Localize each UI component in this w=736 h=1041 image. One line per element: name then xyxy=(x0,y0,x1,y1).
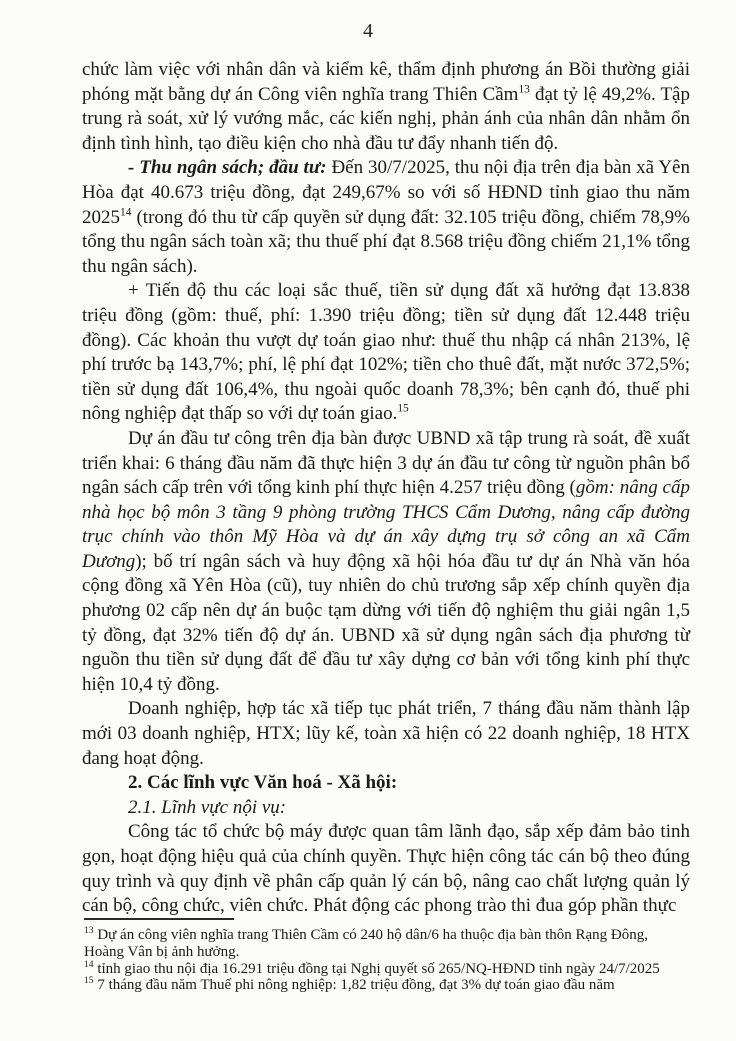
paragraph-thu-ngan-sach-dau-tu xyxy=(82,156,690,279)
text-run: Dự án đầu tư công trên địa bàn được UBND xã tập trung rà soát, đề xuất triển khai: 6 tháng đầu năm đã thực hiện 3 dự án đầu tư công từ nguồn phân bổ ngân sách cấp trên với tổng kinh phí thực hiện 4.257 triệu đồng ( xyxy=(82,427,690,499)
paragraph-boi-thuong-gpmb xyxy=(82,58,690,156)
text-run: Công tác tổ chức bộ máy được quan tâm lãnh đạo, sắp xếp đảm bảo tinh gọn, hoạt động hiệu quả của chính quyền. Thực hiện công tác cán bộ theo đúng quy trình và quy định về phân cấp quản lý cán bộ, nâng cao chất lượng quản lý cán bộ, công chức, viên chức. Phát động các phong trào thi đua góp phần thực xyxy=(82,821,690,917)
footnote-text: tỉnh giao thu nội địa 16.291 triệu đồng tại Nghị quyết số 265/NQ-HĐND tỉnh ngày 24/7/2025 xyxy=(93,960,660,977)
footnote-marker: 13 xyxy=(84,925,94,936)
heading-van-hoa-xa-hoi xyxy=(82,771,690,796)
text-run: 2. Các lĩnh vực Văn hoá - Xã hội: xyxy=(128,772,398,794)
paragraph-cong-tac-to-chuc xyxy=(82,820,690,918)
text-run: - Thu ngân sách; đầu tư: xyxy=(128,157,327,179)
subheading-linh-vuc-noi-vu xyxy=(82,796,690,821)
footnote-reference: 15 xyxy=(397,402,409,415)
footnote-reference: 13 xyxy=(518,83,530,96)
text-run: đạt tỷ lệ 49,2%. Tập trung rà soát, xử lý vướng mắc, các kiến nghị, phản ánh của nhân dân nhằm ổn định tình hình, tạo điều kiện cho nhà đầu tư đẩy nhanh tiến độ. xyxy=(82,83,690,154)
footnote-item xyxy=(84,977,690,994)
text-run: Đến 30/7/2025, thu nội địa trên địa bàn xã Yên Hòa đạt 40.673 triệu đồng, đạt 249,67% so với số HĐND tỉnh giao thu năm 2025 xyxy=(82,157,690,228)
footnote-separator xyxy=(84,918,234,920)
footnote-text: 7 tháng đầu năm Thuế phi nông nghiệp: 1,82 triệu đồng, đạt 3% dự toán giao đầu năm xyxy=(93,977,615,994)
text-run: gồm: nâng cấp nhà học bộ môn 3 tầng 9 phòng trường THCS Cẩm Dương, nâng cấp đường trục chính vào thôn Mỹ Hòa và dự án xây dựng trụ sở công an xã Cẩm Dương xyxy=(82,477,690,572)
text-run: ); bố trí ngân sách và huy động xã hội hóa đầu tư dự án Nhà văn hóa cộng đồng xã Yên Hòa (cũ), tuy nhiên do chủ trương sắp xếp chính quyền địa phương 02 cấp nên dự án buộc tạm dừng với tiến độ nghiệm thu giải ngân 1,5 tỷ đồng, đạt 32% tiến độ dự án. UBND xã sử dụng ngân sách địa phương từ nguồn thu tiền sử dụng đất để đầu tư xây dựng cơ bản với tổng kinh phí thực hiện 10,4 tỷ đồng. xyxy=(82,550,690,695)
body-paragraphs xyxy=(82,58,690,919)
paragraph-du-an-dau-tu-cong xyxy=(82,427,690,698)
footnote-reference: 14 xyxy=(120,206,132,219)
footnote-item xyxy=(84,927,690,961)
paragraph-doanh-nghiep-htx xyxy=(82,697,690,771)
text-run: + Tiến độ thu các loại sắc thuế, tiền sử dụng đất xã hưởng đạt 13.838 triệu đồng (gồm: thuế, phí: 1.390 triệu đồng; tiền sử dụng đất 12.448 triệu đồng). Các khoản thu vượt dự toán giao như: thuế thu nhập cá nhân 213%, lệ phí trước bạ 143,7%; phí, lệ phí đạt 102%; tiền cho thuê đất, mặt nước 372,5%; tiền sử dụng đất 106,4%, thu ngoài quốc doanh 78,3%; bên cạnh đó, thuế phi nông nghiệp đạt thấp so với dự toán giao. xyxy=(82,280,690,425)
page-number: 4 xyxy=(363,20,373,42)
footnote-marker: 14 xyxy=(84,958,94,970)
footnote-text: Dự án công viên nghĩa trang Thiên Cầm có 240 hộ dân/6 ha thuộc địa bàn thôn Rạng Đông, Hoàng Vân bị ảnh hưởng. xyxy=(84,927,649,960)
paragraph-tien-do-thu-sac-thue xyxy=(82,279,690,427)
footnote-marker: 15 xyxy=(84,975,94,987)
text-run: (trong đó thu từ cấp quyền sử dụng đất: 32.105 triệu đồng, chiếm 78,9% tổng thu ngân sách toàn xã; thu thuế phí đạt 8.568 triệu đồng chiếm 21,1% tổng thu ngân sách). xyxy=(82,206,690,277)
footnote-list xyxy=(84,927,690,994)
footnote-item xyxy=(84,958,690,978)
text-run: chức làm việc với nhân dân và kiểm kê, thẩm định phương án Bồi thường giải phóng mặt bằng dự án Công viên nghĩa trang Thiên Cầm xyxy=(82,59,690,105)
text-run: 2.1. Lĩnh vực nội vụ: xyxy=(128,796,287,818)
footnotes xyxy=(84,918,690,994)
text-run: Doanh nghiệp, hợp tác xã tiếp tục phát triển, 7 tháng đầu năm thành lập mới 03 doanh nghiệp, HTX; lũy kế, toàn xã hiện có 22 doanh nghiệp, 18 HTX đang hoạt động. xyxy=(82,698,690,769)
